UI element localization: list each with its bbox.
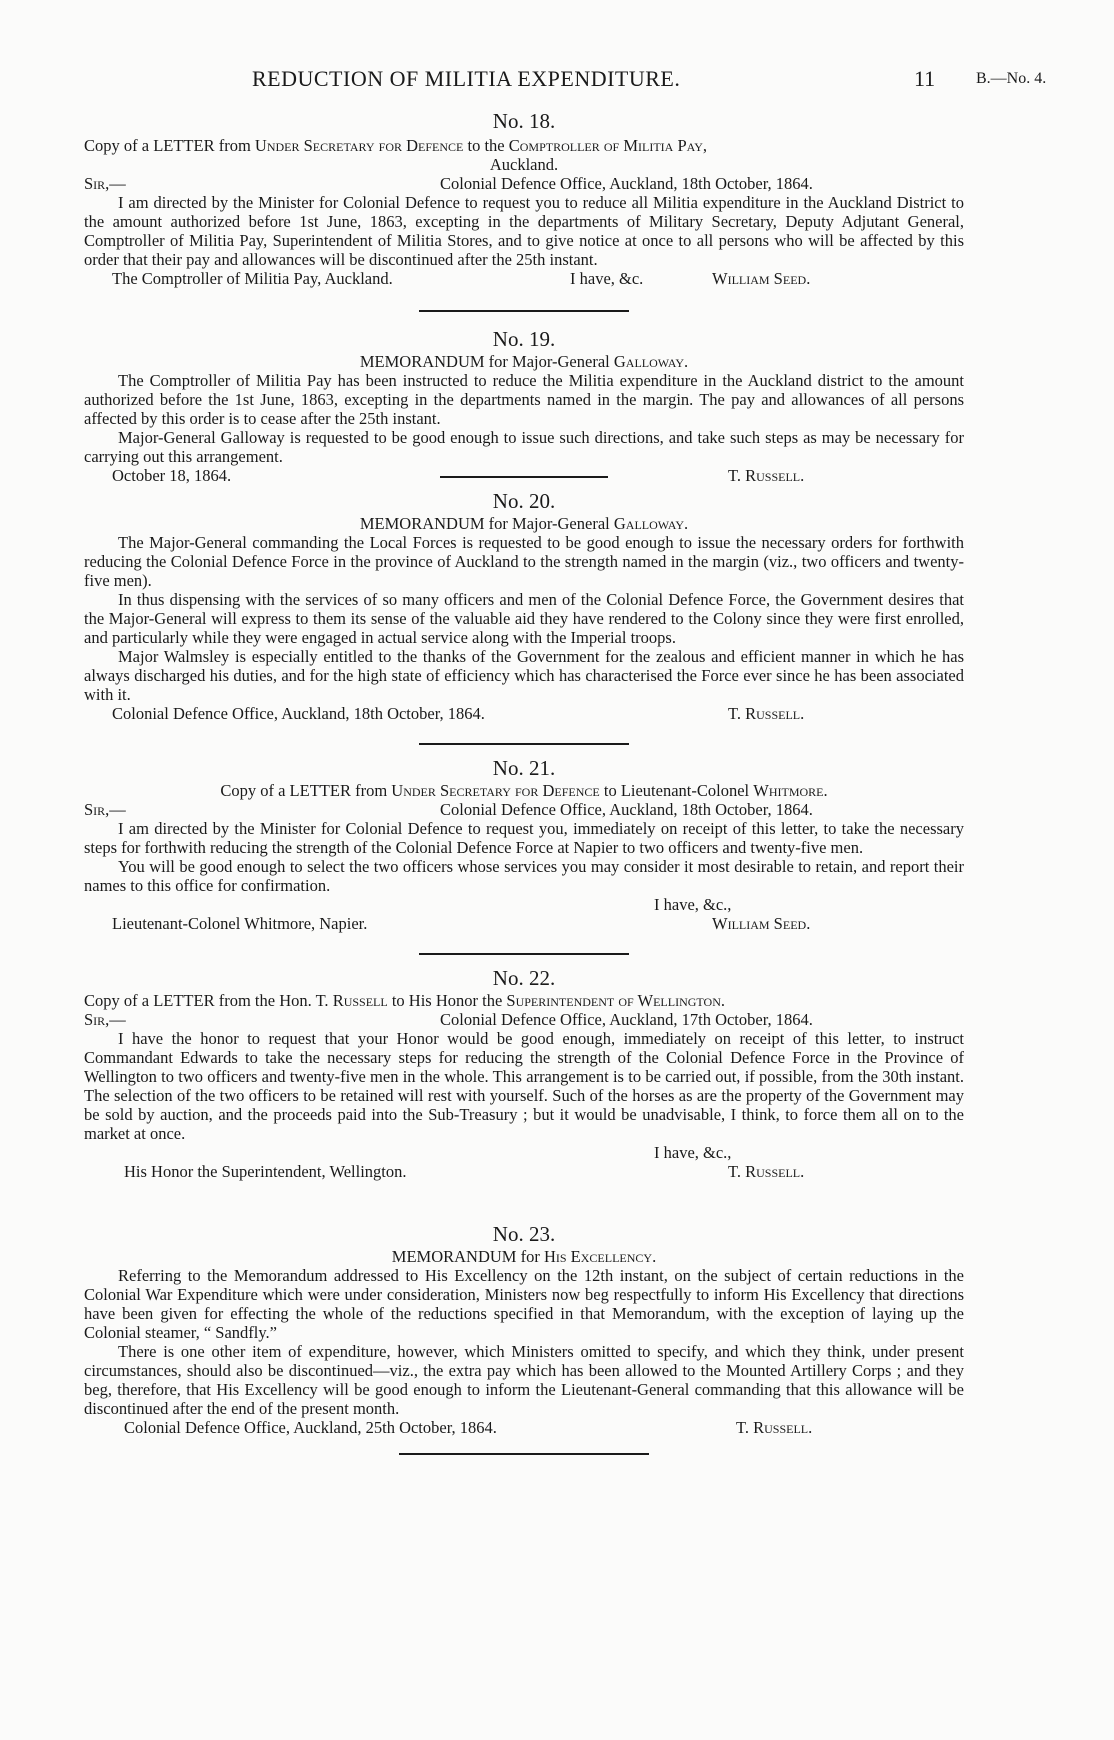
section-21 <box>84 755 964 933</box>
section-number: No. 19. <box>492 327 556 351</box>
signature-row <box>84 1162 964 1181</box>
closing-row <box>84 895 964 914</box>
signature-row <box>84 914 964 933</box>
page-end-rule <box>399 1453 649 1455</box>
section-heading: Copy of a LETTER from Under Secretary for Defence to Lieutenant-Colonel Whitmore. <box>220 781 828 800</box>
dateline: Colonial Defence Office, Auckland, 18th October, 1864. <box>440 800 813 819</box>
salutation-row <box>84 800 964 819</box>
dateline: Colonial Defence Office, Auckland, 18th October, 1864. <box>440 174 813 193</box>
memo-paragraph: In thus dispensing with the services of so many officers and men of the Colonial Defence Force, the Government desires that the Major-General will express to them its sense of the valuable aid they have rendered to the Colony since they were first enrolled, and particularly while they were engaged in actual service along with the Imperial troops. <box>84 590 964 647</box>
section-18 <box>84 108 964 288</box>
section-number: No. 22. <box>492 966 556 990</box>
section-19 <box>84 326 964 485</box>
dateline: Colonial Defence Office, Auckland, 25th October, 1864. <box>124 1418 497 1437</box>
memo-paragraph: The Major-General commanding the Local Forces is requested to be good enough to issue the necessary orders for forthwith reducing the Colonial Defence Force in the province of Auckland to the strength named in the margin (viz., two officers and twenty-five men). <box>84 533 964 590</box>
salutation-row <box>84 174 964 193</box>
closing: I have, &c., <box>654 895 732 914</box>
salutation: Sir,— <box>84 800 126 819</box>
signature: T. Russell. <box>728 704 805 723</box>
section-23 <box>84 1221 964 1437</box>
section-heading: MEMORANDUM for His Excellency. <box>391 1247 657 1266</box>
section-divider <box>419 953 629 955</box>
memo-paragraph: Major-General Galloway is requested to be good enough to issue such directions, and take such steps as may be necessary for carrying out this arrangement. <box>84 428 964 466</box>
section-heading: MEMORANDUM for Major-General Galloway. <box>359 514 689 533</box>
section-heading: Copy of a LETTER from Under Secretary for Defence to the Comptroller of Militia Pay, <box>84 136 707 155</box>
section-20 <box>84 488 964 723</box>
closing: I have, &c. <box>570 269 644 288</box>
signature-row <box>84 466 964 485</box>
closing-row <box>84 269 964 288</box>
section-divider <box>419 310 629 312</box>
memo-paragraph: Referring to the Memorandum addressed to His Excellency on the 12th instant, on the subject of certain reductions in the Colonial War Expenditure which were under consideration, Ministers now beg respectfully to inform His Excellency that directions have been given for effecting the whole of the reductions specified in that Memorandum, with the exception of laying up the Colonial steamer, “ Sandfly.” <box>84 1266 964 1342</box>
section-number: No. 21. <box>492 756 556 780</box>
closing-row <box>84 1143 964 1162</box>
page-number: 11 <box>914 66 936 91</box>
signature-row <box>84 704 964 723</box>
signature: William Seed. <box>712 914 811 933</box>
salutation-row <box>84 1010 964 1029</box>
signature: William Seed. <box>712 269 811 288</box>
salutation: Sir,— <box>84 1010 126 1029</box>
page-body <box>84 62 964 1455</box>
section-number: No. 18. <box>492 109 556 133</box>
letter-paragraph: You will be good enough to select the two officers whose services you may consider it most desirable to retain, and report their names to this office for confirmation. <box>84 857 964 895</box>
section-heading: Copy of a LETTER from the Hon. T. Russell to His Honor the Superintendent of Wellington. <box>84 991 725 1010</box>
dateline: Colonial Defence Office, Auckland, 18th October, 1864. <box>112 704 485 723</box>
section-22 <box>84 965 964 1181</box>
memo-paragraph: The Comptroller of Militia Pay has been instructed to reduce the Militia expenditure in the Auckland district to the amount authorized before the 1st June, 1863, excepting in the departments named in the margin. The pay and allowances of all persons affected by this order is to cease after the 25th instant. <box>84 371 964 428</box>
dateline: Colonial Defence Office, Auckland, 17th October, 1864. <box>440 1010 813 1029</box>
memo-paragraph: There is one other item of expenditure, however, which Ministers omitted to specify, and which they think, under present circumstances, should also be discontinued—viz., the extra pay which has been allowed to the Mounted Artillery Corps ; and they beg, therefore, that His Excellency will be good enough to inform the Lieutenant-General commanding that this allowance will be discontinued after the end of the present month. <box>84 1342 964 1418</box>
letter-body: I have the honor to request that your Honor would be good enough, immediately on receipt of this letter, to instruct Commandant Edwards to take the necessary steps for reducing the strength of the Colonial Defence Force in the Province of Wellington to two officers and twenty-five men in the whole. This arrangement is to be carried out, if possible, from the 30th instant. The selection of the two officers to be retained will rest with yourself. Such of the horses as are the property of the Government may be sold by auction, and the proceeds paid into the Sub-Treasury ; but it would be unadvisable, I think, to force them all on to the market at once. <box>84 1029 964 1143</box>
addressee: The Comptroller of Militia Pay, Auckland. <box>112 269 393 288</box>
heading-place: Auckland. <box>489 155 559 174</box>
signature: T. Russell. <box>728 466 805 485</box>
section-number: No. 23. <box>492 1222 556 1246</box>
memo-date: October 18, 1864. <box>112 466 232 485</box>
salutation: Sir,— <box>84 174 126 193</box>
closing: I have, &c., <box>654 1143 732 1162</box>
running-title: REDUCTION OF MILITIA EXPENDITURE. <box>252 66 681 91</box>
paper-reference: B.—No. 4. <box>976 70 1047 87</box>
signature: T. Russell. <box>728 1162 805 1181</box>
signature-row <box>84 1418 964 1437</box>
letter-body: I am directed by the Minister for Colonial Defence to request you to reduce all Militia expenditure in the Auckland District to the amount authorized before 1st June, 1863, excepting in the departments of Military Secretary, Deputy Adjutant General, Comptroller of Militia Pay, Superintendent of Militia Stores, and to give notice at once to all persons who will be affected by this order that their pay and allowances will be discontinued after the 25th instant. <box>84 193 964 269</box>
memo-paragraph: Major Walmsley is especially entitled to the thanks of the Government for the zealous and efficient manner in which he has always discharged his duties, and for the high state of efficiency which has characterised the Force ever since he has been associated with it. <box>84 647 964 704</box>
section-heading: MEMORANDUM for Major-General Galloway. <box>359 352 689 371</box>
section-divider <box>419 743 629 745</box>
signature: T. Russell. <box>736 1418 813 1437</box>
addressee: Lieutenant-Colonel Whitmore, Napier. <box>112 914 368 933</box>
letter-paragraph: I am directed by the Minister for Colonial Defence to request you, immediately on receipt of this letter, to take the necessary steps for forthwith reducing the strength of the Colonial Defence Force at Napier to two officers and twenty-five men. <box>84 819 964 857</box>
section-number: No. 20. <box>492 489 556 513</box>
addressee: His Honor the Superintendent, Wellington. <box>124 1162 407 1181</box>
